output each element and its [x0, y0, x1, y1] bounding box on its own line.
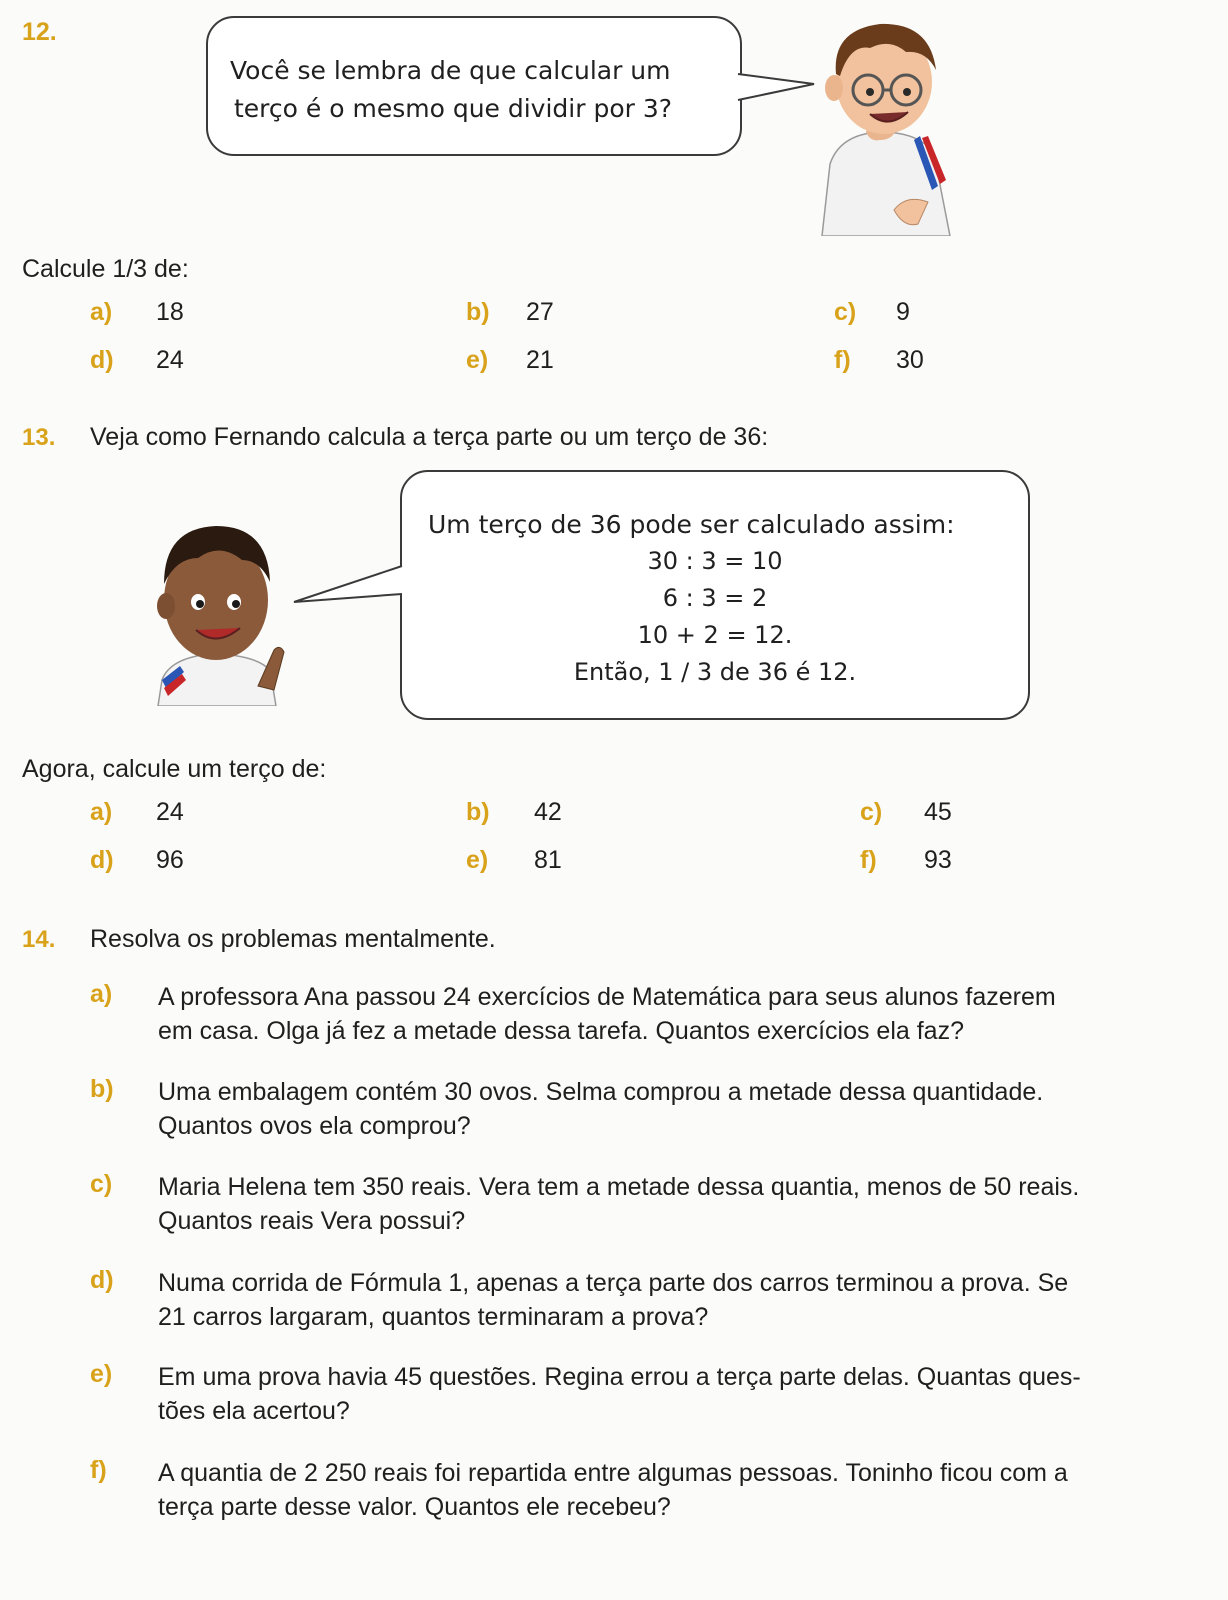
item-value: 21 [526, 346, 554, 374]
item-letter: f) [90, 1456, 107, 1484]
bubble-line: terço é o mesmo que dividir por 3? [234, 94, 673, 123]
problem-line: tões ela acertou? [158, 1397, 350, 1425]
item-letter: d) [90, 1266, 114, 1294]
speech-bubble-13 [400, 470, 1030, 720]
calc-line: Então, 1 / 3 de 36 é 12. [573, 658, 857, 686]
item-letter: a) [90, 798, 113, 826]
q12-prompt: Calcule 1/3 de: [22, 255, 189, 283]
problem-line: 21 carros largaram, quantos terminaram a prova? [158, 1303, 709, 1331]
question-number-13: 13. [22, 424, 56, 451]
boy-with-glasses-illustration [810, 14, 960, 236]
problem-line: Numa corrida de Fórmula 1, apenas a terça parte dos carros terminou a prova. Se [158, 1269, 1069, 1297]
item-value: 93 [924, 846, 952, 874]
item-value: 24 [156, 798, 184, 826]
item-value: 96 [156, 846, 184, 874]
item-value: 24 [156, 346, 184, 374]
problem-line: A quantia de 2 250 reais foi repartida entre algumas pessoas. Toninho ficou com a [158, 1459, 1068, 1487]
item-letter: f) [834, 346, 851, 374]
item-letter: b) [90, 1075, 114, 1103]
calc-line: 6 : 3 = 2 [662, 584, 768, 612]
item-letter: d) [90, 346, 114, 374]
item-letter: e) [466, 846, 489, 874]
item-letter: a) [90, 298, 113, 326]
problem-line: terça parte desse valor. Quantos ele recebeu? [158, 1493, 671, 1521]
item-letter: c) [90, 1170, 113, 1198]
question-number-12: 12. [22, 18, 57, 46]
problem-line: Em uma prova havia 45 questões. Regina errou a terça parte delas. Quantas ques- [158, 1363, 1081, 1391]
item-value: 18 [156, 298, 184, 326]
problem-line: Maria Helena tem 350 reais. Vera tem a metade dessa quantia, menos de 50 reais. [158, 1173, 1080, 1201]
calc-line: 30 : 3 = 10 [647, 547, 783, 575]
item-letter: c) [834, 298, 857, 326]
item-value: 9 [896, 298, 910, 326]
item-letter: b) [466, 298, 490, 326]
speech-bubble-12 [206, 16, 742, 156]
item-letter: a) [90, 980, 113, 1008]
item-value: 27 [526, 298, 554, 326]
item-letter: e) [90, 1360, 113, 1388]
bubble-tail-13 [290, 560, 406, 610]
item-letter: d) [90, 846, 114, 874]
bubble-tail-12 [730, 70, 820, 110]
q13-prompt: Agora, calcule um terço de: [22, 755, 327, 783]
problem-line: Quantos reais Vera possui? [158, 1207, 466, 1235]
calc-line: 10 + 2 = 12. [637, 621, 793, 649]
item-value: 81 [534, 846, 562, 874]
problem-line: Quantos ovos ela comprou? [158, 1112, 471, 1140]
q13-intro: Veja como Fernando calcula a terça parte ou um terço de 36: [90, 423, 769, 451]
bubble-line: Você se lembra de que calcular um [230, 56, 671, 85]
item-value: 42 [534, 798, 562, 826]
item-letter: f) [860, 846, 877, 874]
item-letter: e) [466, 346, 489, 374]
item-value: 45 [924, 798, 952, 826]
bubble-title: Um terço de 36 pode ser calculado assim: [428, 510, 955, 539]
question-number-14: 14. [22, 926, 56, 953]
item-letter: b) [466, 798, 490, 826]
problem-line: A professora Ana passou 24 exercícios de Matemática para seus alunos fazerem [158, 983, 1056, 1011]
problem-line: em casa. Olga já fez a metade dessa tarefa. Quantos exercícios ela faz? [158, 1017, 964, 1045]
item-value: 30 [896, 346, 924, 374]
fernando-boy-illustration [150, 520, 300, 706]
q14-intro: Resolva os problemas mentalmente. [90, 925, 496, 953]
item-letter: c) [860, 798, 883, 826]
problem-line: Uma embalagem contém 30 ovos. Selma comprou a metade dessa quantidade. [158, 1078, 1044, 1106]
